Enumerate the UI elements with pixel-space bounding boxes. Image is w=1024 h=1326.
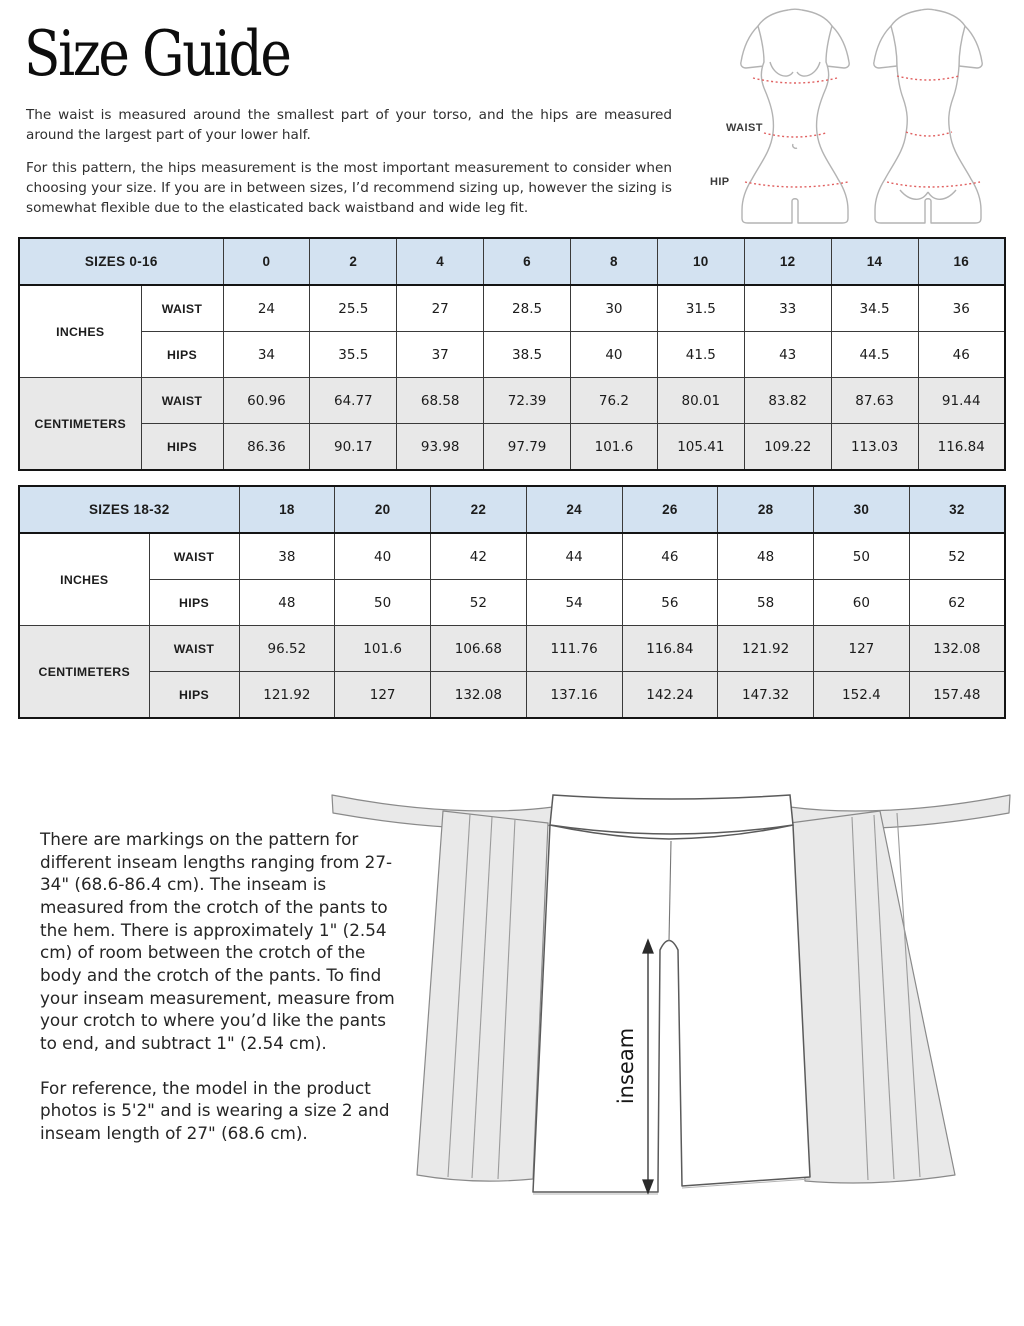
- value-cell: 52: [909, 533, 1005, 580]
- inseam-paragraph-1: There are markings on the pattern for different inseam lengths ranging from 27-34" (68.6-86.4 cm). The inseam is measured from the crotch of the pants to the hem. There is approximately 1" (2.54 cm) of room between the crotch of the body and the crotch of the pants. To find your inseam measurement, measure from your crotch to where you’d like the pants to end, and subtract 1" (2.54 cm).: [40, 829, 395, 1054]
- size-column-header: 10: [657, 238, 744, 285]
- value-cell: 34.5: [831, 285, 918, 332]
- value-cell: 35.5: [310, 332, 397, 378]
- size-column-header: 20: [335, 486, 431, 533]
- size-column-header: 4: [397, 238, 484, 285]
- value-cell: 113.03: [831, 424, 918, 471]
- value-cell: 40: [335, 533, 431, 580]
- side-panel-right: [790, 811, 955, 1183]
- page-title: Size Guide: [24, 18, 290, 91]
- value-cell: 37: [397, 332, 484, 378]
- value-cell: 96.52: [239, 626, 335, 672]
- size-column-header: 8: [571, 238, 658, 285]
- unit-label: CENTIMETERS: [19, 378, 141, 471]
- body-measurement-diagram: [700, 0, 1012, 228]
- value-cell: 43: [744, 332, 831, 378]
- size-column-header: 2: [310, 238, 397, 285]
- inseam-paragraph-2: For reference, the model in the product photos is 5'2" and is wearing a size 2 and inseam length of 27" (68.6 cm).: [40, 1077, 390, 1144]
- value-cell: 50: [814, 533, 910, 580]
- value-cell: 34: [223, 332, 310, 378]
- front-figure: [741, 9, 849, 223]
- size-column-header: 26: [622, 486, 718, 533]
- size-column-header: 12: [744, 238, 831, 285]
- value-cell: 48: [239, 580, 335, 626]
- value-cell: 90.17: [310, 424, 397, 471]
- value-cell: 80.01: [657, 378, 744, 424]
- value-cell: 121.92: [718, 626, 814, 672]
- value-cell: 76.2: [571, 378, 658, 424]
- value-cell: 152.4: [814, 672, 910, 719]
- value-cell: 38.5: [484, 332, 571, 378]
- value-cell: 48: [718, 533, 814, 580]
- value-cell: 40: [571, 332, 658, 378]
- measure-label: HIPS: [149, 672, 239, 719]
- measure-label: HIPS: [149, 580, 239, 626]
- size-column-header: 14: [831, 238, 918, 285]
- measure-label: WAIST: [149, 533, 239, 580]
- size-column-header: 22: [431, 486, 527, 533]
- measure-label: HIPS: [141, 332, 223, 378]
- value-cell: 25.5: [310, 285, 397, 332]
- value-cell: 116.84: [622, 626, 718, 672]
- value-cell: 44.5: [831, 332, 918, 378]
- value-cell: 116.84: [918, 424, 1005, 471]
- value-cell: 147.32: [718, 672, 814, 719]
- value-cell: 121.92: [239, 672, 335, 719]
- measure-label: HIPS: [141, 424, 223, 471]
- measure-label: WAIST: [141, 285, 223, 332]
- size-column-header: 30: [814, 486, 910, 533]
- value-cell: 60: [814, 580, 910, 626]
- value-cell: 44: [526, 533, 622, 580]
- value-cell: 109.22: [744, 424, 831, 471]
- value-cell: 58: [718, 580, 814, 626]
- value-cell: 101.6: [335, 626, 431, 672]
- value-cell: 101.6: [571, 424, 658, 471]
- value-cell: 68.58: [397, 378, 484, 424]
- inseam-label: inseam: [614, 1027, 638, 1105]
- pants-front-outline: [533, 825, 810, 1192]
- back-figure: [874, 9, 982, 223]
- value-cell: 137.16: [526, 672, 622, 719]
- value-cell: 91.44: [918, 378, 1005, 424]
- value-cell: 86.36: [223, 424, 310, 471]
- value-cell: 132.08: [431, 672, 527, 719]
- size-column-header: 32: [909, 486, 1005, 533]
- intro-text: [26, 106, 672, 232]
- value-cell: 106.68: [431, 626, 527, 672]
- value-cell: 27: [397, 285, 484, 332]
- measure-label: WAIST: [141, 378, 223, 424]
- waistband: [550, 795, 793, 834]
- value-cell: 42: [431, 533, 527, 580]
- value-cell: 54: [526, 580, 622, 626]
- value-cell: 52: [431, 580, 527, 626]
- value-cell: 28.5: [484, 285, 571, 332]
- value-cell: 33: [744, 285, 831, 332]
- value-cell: 50: [335, 580, 431, 626]
- measure-label: WAIST: [149, 626, 239, 672]
- value-cell: 41.5: [657, 332, 744, 378]
- value-cell: 64.77: [310, 378, 397, 424]
- value-cell: 127: [335, 672, 431, 719]
- size-table-0-16: [18, 237, 1006, 471]
- value-cell: 93.98: [397, 424, 484, 471]
- value-cell: 24: [223, 285, 310, 332]
- value-cell: 56: [622, 580, 718, 626]
- value-cell: 105.41: [657, 424, 744, 471]
- size-column-header: 24: [526, 486, 622, 533]
- intro-paragraph-2: For this pattern, the hips measurement is the most important measurement to consider when choosing your size. If you are in between sizes, I’d recommend sizing up, however the sizing is somewhat flexible due to the elasticated back waistband and wide leg fit.: [26, 159, 672, 216]
- table-title: SIZES 0-16: [19, 238, 223, 285]
- value-cell: 132.08: [909, 626, 1005, 672]
- table-title: SIZES 18-32: [19, 486, 239, 533]
- intro-paragraph-1: The waist is measured around the smallest part of your torso, and the hips are measured around the largest part of your lower half.: [26, 107, 672, 143]
- hip-label: HIP: [710, 176, 730, 188]
- waist-label: WAIST: [726, 122, 763, 134]
- size-column-header: 0: [223, 238, 310, 285]
- value-cell: 38: [239, 533, 335, 580]
- value-cell: 31.5: [657, 285, 744, 332]
- value-cell: 46: [918, 332, 1005, 378]
- value-cell: 46: [622, 533, 718, 580]
- value-cell: 97.79: [484, 424, 571, 471]
- size-column-header: 28: [718, 486, 814, 533]
- pants-inseam-diagram: [312, 783, 1012, 1213]
- value-cell: 142.24: [622, 672, 718, 719]
- size-column-header: 16: [918, 238, 1005, 285]
- value-cell: 36: [918, 285, 1005, 332]
- value-cell: 60.96: [223, 378, 310, 424]
- unit-label: INCHES: [19, 533, 149, 626]
- value-cell: 83.82: [744, 378, 831, 424]
- value-cell: 127: [814, 626, 910, 672]
- value-cell: 30: [571, 285, 658, 332]
- unit-label: INCHES: [19, 285, 141, 378]
- value-cell: 111.76: [526, 626, 622, 672]
- value-cell: 157.48: [909, 672, 1005, 719]
- size-column-header: 6: [484, 238, 571, 285]
- value-cell: 87.63: [831, 378, 918, 424]
- size-table-18-32: [18, 485, 1006, 719]
- value-cell: 72.39: [484, 378, 571, 424]
- size-column-header: 18: [239, 486, 335, 533]
- unit-label: CENTIMETERS: [19, 626, 149, 719]
- value-cell: 62: [909, 580, 1005, 626]
